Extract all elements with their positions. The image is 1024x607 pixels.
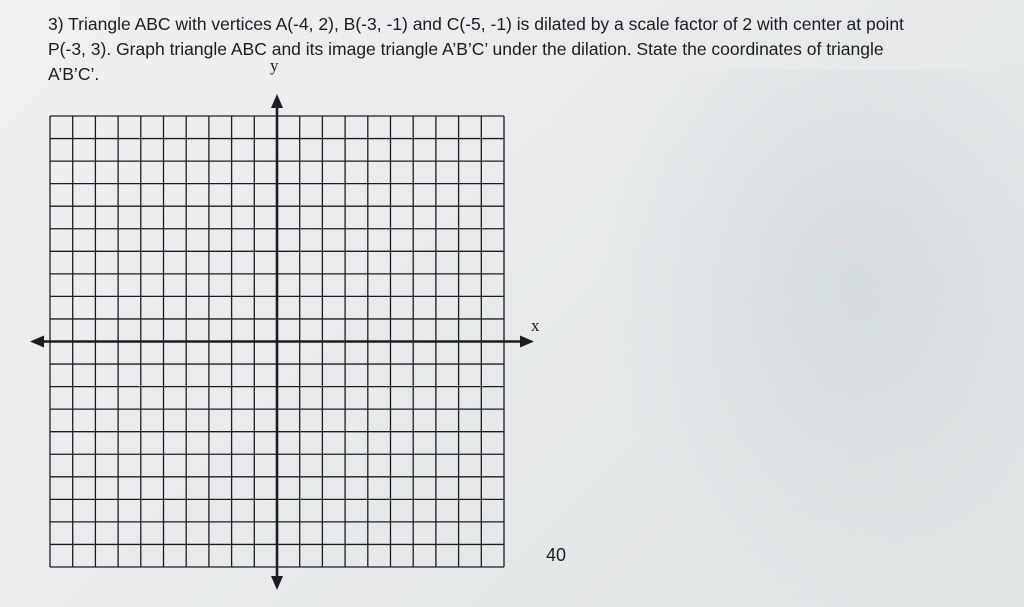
- arrow-right-icon: [520, 336, 534, 348]
- problem-text-line-2: P(-3, 3). Graph triangle ABC and its image triangle A’B’C’ under the dilation. State the coordinates of triangle: [48, 39, 884, 59]
- arrow-up-icon: [271, 94, 283, 108]
- arrow-down-icon: [271, 576, 283, 590]
- arrow-left-icon: [30, 336, 44, 348]
- problem-number: 3): [48, 14, 64, 34]
- y-axis-label: y: [270, 56, 279, 75]
- problem-text-line-3: A’B’C’.: [48, 64, 100, 84]
- problem-text-line-1: Triangle ABC with vertices A(-4, 2), B(-3, -1) and C(-5, -1) is dilated by a scale factor of 2 with center at point: [68, 14, 904, 34]
- x-axis-label: x: [531, 316, 540, 335]
- page-number: 40: [546, 545, 567, 565]
